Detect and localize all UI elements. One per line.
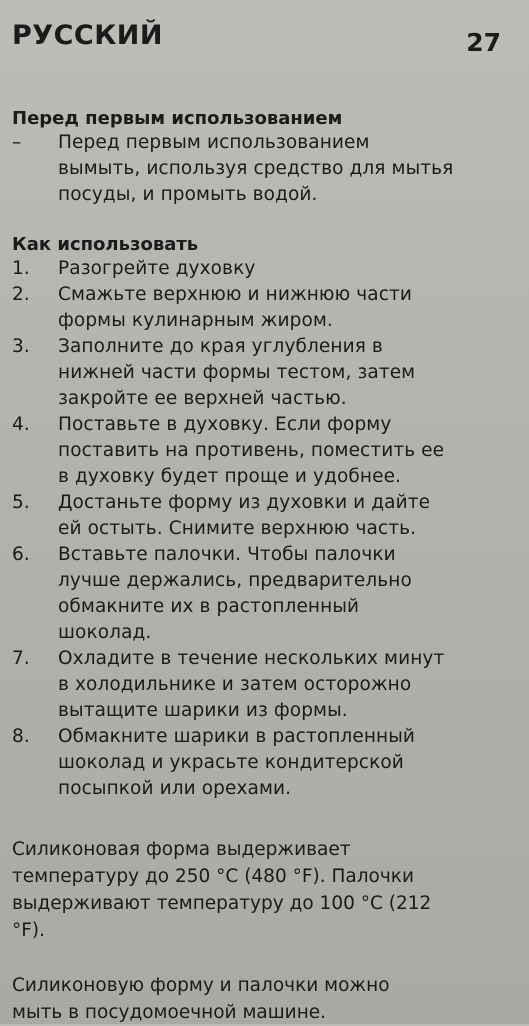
step-number: 5. [12,492,30,513]
step-number: 7. [12,648,30,669]
step-number: 2. [12,284,30,305]
steps-list [12,256,503,802]
temperature-note: Силиконовая форма выдерживает температуру до 250 °C (480 °F). Палочки выдерживают температуру до 100 °C (212 °F). [12,839,432,941]
before-first-use-item [12,130,503,208]
step-number: 1. [12,258,30,279]
dishwasher-note: Силиконовую форму и палочки можно мыть в посудомоечной машине. [12,975,390,1023]
step-item [12,490,503,542]
step-text: Заполните до края углубления в нижней части формы тестом, затем закройте ее верхней частью. [58,336,416,409]
step-item [12,646,503,724]
step-text: Смажьте верхнюю и нижнюю части формы кулинарным жиром. [58,284,412,331]
step-text: Достаньте форму из духовки и дайте ей остыть. Снимите верхнюю часть. [58,492,431,539]
before-first-use-text: Перед первым использованием вымыть, используя средство для мытья посуды, и промыть водой. [58,132,454,205]
step-item [12,542,503,646]
step-item [12,724,503,802]
step-number: 8. [12,726,30,747]
step-item [12,256,503,282]
step-item [12,282,503,334]
step-text: Обмакните шарики в растопленный шоколад и украсьте кондитерской посыпкой или орехами. [58,726,416,799]
step-text: Охладите в течение нескольких минут в холодильнике и затем осторожно вытащите шарики из формы. [58,648,445,721]
step-item [12,334,503,412]
step-text: Разогрейте духовку [58,258,256,279]
page-header [12,18,503,78]
step-number: 6. [12,544,30,565]
step-number: 3. [12,336,30,357]
page-number: 27 [466,28,501,57]
before-first-use-heading: Перед первым использованием [12,108,343,129]
step-number: 4. [12,414,30,435]
step-text: Поставьте в духовку. Если форму поставить на противень, поместить ее в духовку будет проще и удобнее. [58,414,445,487]
step-item [12,412,503,490]
language-title: РУССКИЙ [12,20,163,51]
step-text: Вставьте палочки. Чтобы палочки лучше держались, предварительно обмакните их в растопленный шоколад. [58,544,412,643]
how-to-use-heading: Как использовать [12,234,199,255]
dash-marker: – [12,132,22,153]
